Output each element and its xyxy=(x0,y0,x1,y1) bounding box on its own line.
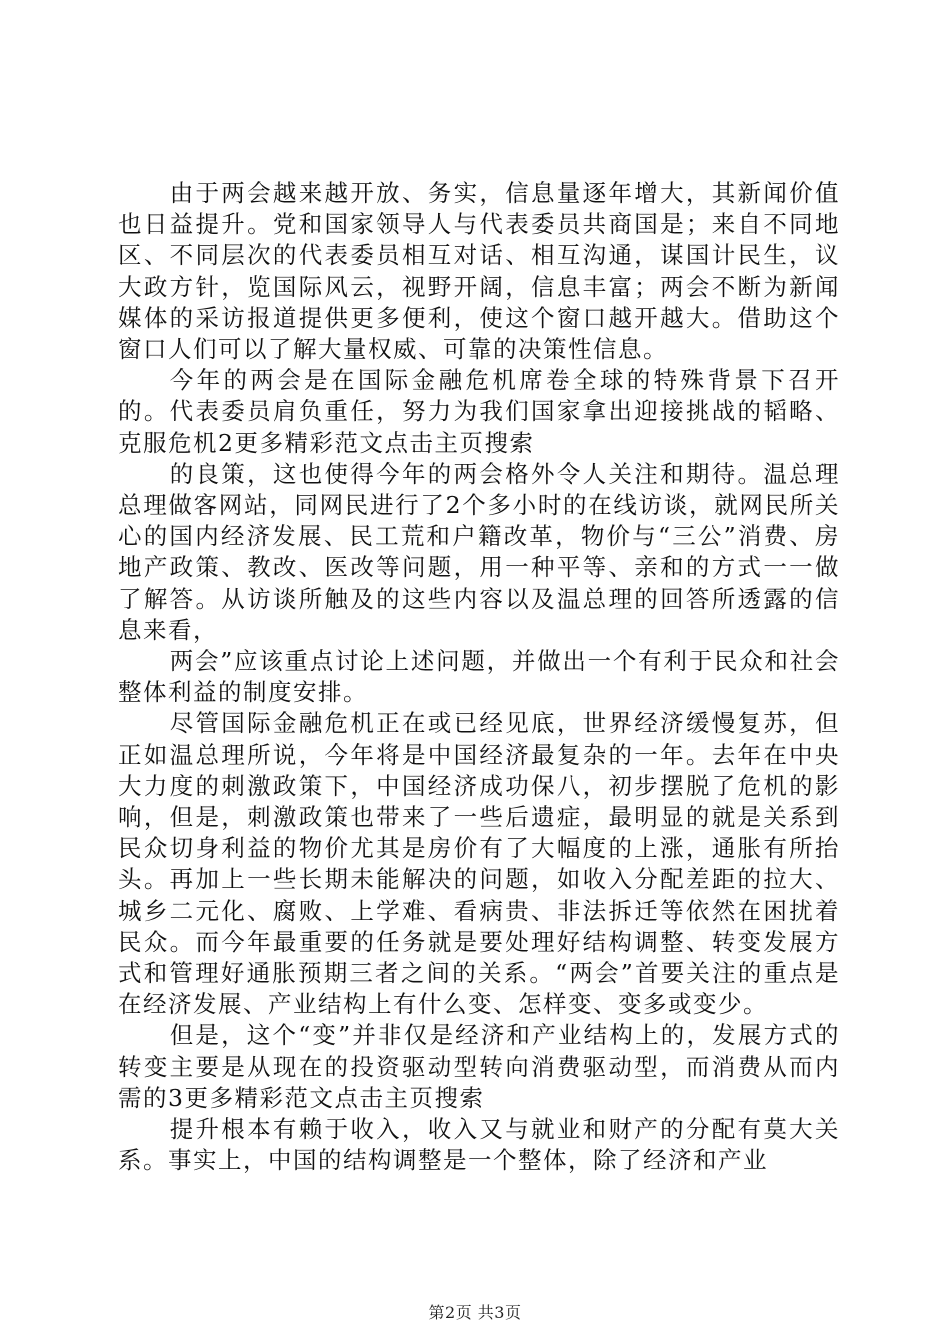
paragraph: 由于两会越来越开放、务实，信息量逐年增大，其新闻价值也日益提升。党和国家领导人与代表委员共商国是；来自不同地区、不同层次的代表委员相互对话、相互沟通，谋国计民生，议大政方针，览国际风云，视野开阔，信息丰富；两会不断为新闻媒体的采访报道提供更多便利，使这个窗口越开越大。借助这个窗口人们可以了解大量权威、可靠的决策性信息。 xyxy=(118,179,840,364)
paragraph: 提升根本有赖于收入，收入又与就业和财产的分配有莫大关系。事实上，中国的结构调整是一个整体，除了经济和产业 xyxy=(118,1115,840,1175)
paragraph: 两会”应该重点讨论上述问题，并做出一个有利于民众和社会整体利益的制度安排。 xyxy=(118,647,840,707)
paragraph: 的良策，这也使得今年的两会格外令人关注和期待。温总理总理做客网站，同网民进行了2个多小时的在线访谈，就网民所关心的国内经济发展、民工荒和户籍改革，物价与“三公”消费、房地产政策、教改、医改等问题，用一种平等、亲和的方式一一做了解答。从访谈所触及的这些内容以及温总理的回答所透露的信息来看， xyxy=(118,459,840,644)
paragraph: 尽管国际金融危机正在或已经见底，世界经济缓慢复苏，但正如温总理所说，今年将是中国经济最复杂的一年。去年在中央大力度的刺激政策下，中国经济成功保八，初步摆脱了危机的影响，但是，刺激政策也带来了一些后遗症，最明显的就是关系到民众切身利益的物价尤其是房价有了大幅度的上涨，通胀有所抬头。再加上一些长期未能解决的问题，如收入分配差距的拉大、城乡二元化、腐败、上学难、看病贵、非法拆迁等依然在困扰着民众。而今年最重要的任务就是要处理好结构调整、转变发展方式和管理好通胀预期三者之间的关系。“两会”首要关注的重点是在经济发展、产业结构上有什么变、怎样变、变多或变少。 xyxy=(118,709,840,1019)
paragraph: 但是，这个“变”并非仅是经济和产业结构上的，发展方式的转变主要是从现在的投资驱动型转向消费驱动型，而消费从而内需的3更多精彩范文点击主页搜索 xyxy=(118,1021,840,1112)
paragraph: 今年的两会是在国际金融危机席卷全球的特殊背景下召开的。代表委员肩负重任，努力为我们国家拿出迎接挑战的韬略、克服危机2更多精彩范文点击主页搜索 xyxy=(118,366,840,457)
document-body xyxy=(118,178,840,1177)
page-number-footer: 第2页 共3页 xyxy=(428,1303,522,1322)
